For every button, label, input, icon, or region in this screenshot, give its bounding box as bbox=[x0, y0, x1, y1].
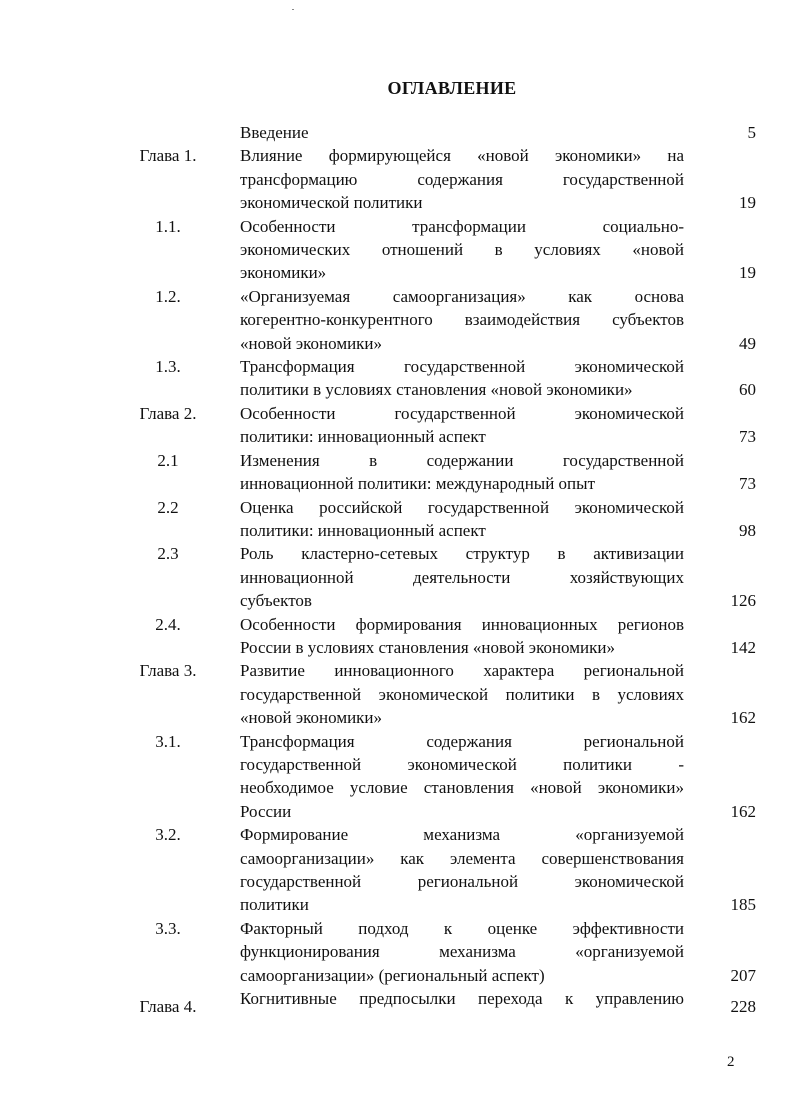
toc-entry bbox=[0, 987, 794, 1017]
toc-entry-number: 2.3 bbox=[157, 544, 179, 564]
toc-entry-line: когерентно-конкурентного взаимодействия субъектов bbox=[240, 310, 684, 330]
toc-entry-page: 228 bbox=[730, 997, 756, 1017]
toc-entry-page: 162 bbox=[730, 708, 756, 728]
toc-entry-line: Оценка российской государственной экономической bbox=[240, 497, 684, 517]
toc-entry bbox=[0, 449, 794, 496]
toc-entry-line: Факторный подход к оценке эффективности bbox=[240, 918, 684, 938]
toc-entry-page: 162 bbox=[730, 801, 756, 821]
toc-entry-line: «новой экономики» bbox=[240, 708, 383, 728]
toc-entry-line: государственной экономической политики в условиях bbox=[240, 684, 684, 704]
toc-entry-number: 3.3. bbox=[155, 918, 181, 938]
toc-entry-page: 207 bbox=[730, 965, 756, 985]
toc-entry-line: Трансформация государственной экономической bbox=[240, 357, 684, 377]
toc-entry-line: политики: инновационный аспект bbox=[240, 427, 486, 447]
toc-entry-page: 73 bbox=[739, 427, 756, 447]
toc-entry-line: Влияние формирующейся «новой экономики» на bbox=[240, 146, 684, 166]
toc-entry-line: Введение bbox=[240, 123, 309, 142]
toc-entry-number: Глава 4. bbox=[139, 997, 197, 1017]
toc-entry-line: политики: инновационный аспект bbox=[240, 520, 486, 540]
toc-entry bbox=[0, 144, 794, 214]
toc-entry-line: Когнитивные предпосылки перехода к управлению bbox=[240, 989, 684, 1009]
toc-entry-line: субъектов bbox=[240, 591, 312, 611]
toc-entry-number: 2.2 bbox=[157, 497, 179, 517]
toc-entry bbox=[0, 285, 794, 355]
table-of-contents bbox=[0, 121, 794, 1017]
toc-entry-line: политики bbox=[240, 895, 309, 915]
toc-entry-line: экономики» bbox=[240, 263, 327, 283]
toc-entry-number: 2.1 bbox=[157, 450, 179, 470]
toc-entry-line: необходимое условие становления «новой экономики» bbox=[240, 778, 684, 798]
toc-entry-number: 2.4. bbox=[155, 614, 181, 634]
toc-entry bbox=[0, 613, 794, 660]
toc-entry-number: Глава 2. bbox=[139, 403, 197, 423]
toc-entry-line: России bbox=[240, 801, 292, 821]
toc-entry-line: политики в условиях становления «новой экономики» bbox=[240, 380, 633, 400]
toc-entry-line: трансформацию содержания государственной bbox=[240, 169, 684, 189]
toc-entry bbox=[0, 730, 794, 824]
toc-entry-line: «новой экономики» bbox=[240, 333, 383, 353]
toc-entry-line: Особенности трансформации социально- bbox=[240, 216, 684, 236]
toc-entry-line: экономических отношений в условиях «новой bbox=[240, 240, 684, 260]
toc-entry bbox=[0, 355, 794, 402]
toc-entry-line: инновационной деятельности хозяйствующих bbox=[240, 567, 684, 587]
toc-entry-line: России в условиях становления «новой экономики» bbox=[240, 637, 615, 657]
toc-entry bbox=[0, 823, 794, 917]
toc-entry-page: 185 bbox=[730, 895, 756, 915]
toc-entry-line: функционирования механизма «организуемой bbox=[240, 942, 684, 962]
toc-entry-line: государственной экономической политики - bbox=[240, 754, 684, 774]
toc-entry-number: 3.2. bbox=[155, 825, 181, 845]
page-title: ОГЛАВЛЕНИЕ bbox=[387, 78, 517, 98]
toc-entry-line: самоорганизации» как элемента совершенствования bbox=[240, 848, 684, 868]
toc-entry-line: «Организуемая самоорганизация» как основа bbox=[240, 286, 684, 306]
toc-entry-line: самоорганизации» (региональный аспект) bbox=[240, 965, 545, 985]
toc-entry-line: Роль кластерно-сетевых структур в активизации bbox=[240, 544, 684, 564]
toc-entry-line: Особенности формирования инновационных регионов bbox=[240, 614, 684, 634]
toc-entry-number: 3.1. bbox=[155, 731, 181, 751]
toc-entry bbox=[0, 917, 794, 987]
toc-entry bbox=[0, 121, 794, 144]
toc-entry-page: 126 bbox=[730, 591, 756, 611]
scan-speck bbox=[292, 9, 294, 10]
toc-entry-number: Глава 3. bbox=[139, 661, 197, 681]
toc-entry-page: 19 bbox=[739, 193, 756, 213]
toc-entry-line: Трансформация содержания региональной bbox=[240, 731, 684, 751]
toc-entry bbox=[0, 402, 794, 449]
toc-entry-line: Развитие инновационного характера региональной bbox=[240, 661, 684, 681]
toc-entry-page: 49 bbox=[739, 333, 756, 353]
toc-entry-line: инновационной политики: международный опыт bbox=[240, 474, 596, 494]
toc-entry-page: 19 bbox=[739, 263, 756, 283]
toc-entry bbox=[0, 542, 794, 612]
toc-entry-line: Изменения в содержании государственной bbox=[240, 450, 684, 470]
toc-entry-page: 142 bbox=[730, 637, 756, 657]
toc-entry-line: экономической политики bbox=[240, 193, 423, 213]
page-number: 2 bbox=[727, 1054, 735, 1070]
toc-entry bbox=[0, 659, 794, 729]
toc-entry-line: Формирование механизма «организуемой bbox=[240, 825, 684, 845]
toc-entry-page: 73 bbox=[739, 474, 756, 494]
toc-entry-line: государственной региональной экономической bbox=[240, 872, 684, 891]
toc-entry-number: Глава 1. bbox=[139, 146, 197, 166]
toc-entry bbox=[0, 215, 794, 285]
toc-entry-page: 98 bbox=[739, 520, 756, 540]
toc-entry-page: 5 bbox=[747, 123, 756, 142]
toc-entry-number: 1.3. bbox=[155, 357, 181, 377]
toc-entry bbox=[0, 496, 794, 543]
toc-entry-line: Особенности государственной экономической bbox=[240, 403, 684, 423]
toc-entry-number: 1.1. bbox=[155, 216, 181, 236]
toc-entry-page: 60 bbox=[739, 380, 756, 400]
toc-entry-number: 1.2. bbox=[155, 286, 181, 306]
